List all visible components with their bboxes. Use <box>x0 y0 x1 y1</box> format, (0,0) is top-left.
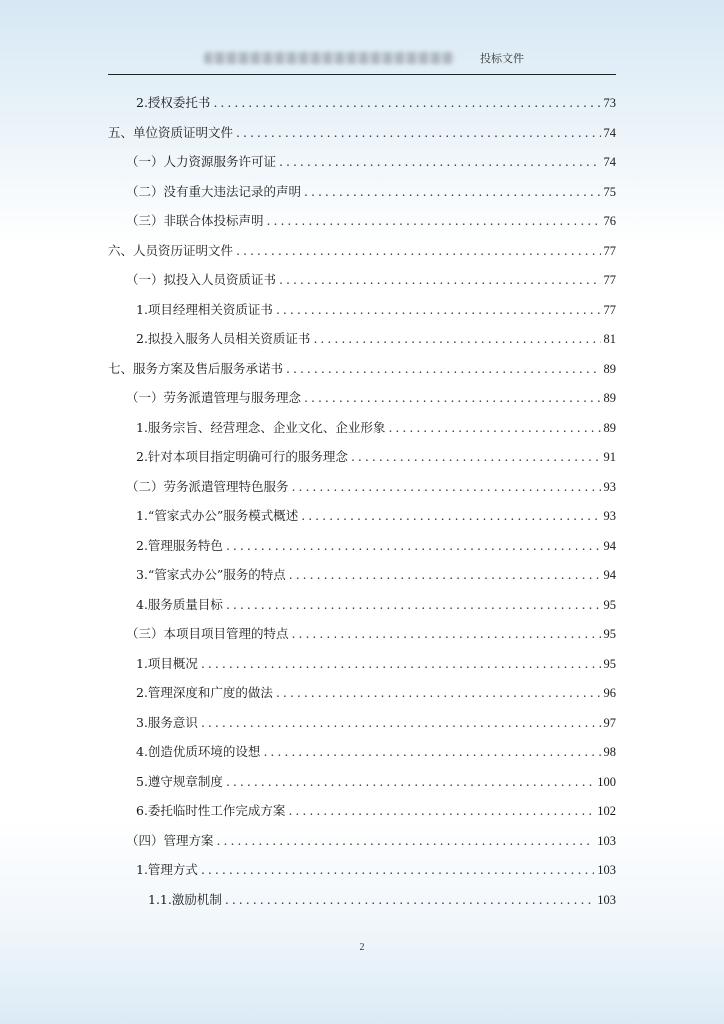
toc-entry-label: 1.“管家式办公”服务模式概述 <box>136 508 299 523</box>
toc-entry-label: 2.管理深度和广度的做法 <box>136 685 273 700</box>
toc-entry-label: 2.授权委托书 <box>136 95 211 110</box>
toc-entry[interactable] <box>108 118 616 148</box>
toc-entry[interactable] <box>108 737 616 767</box>
toc-leader-dots <box>276 295 601 325</box>
toc-entry[interactable] <box>108 767 616 797</box>
toc-entry-page: 73 <box>603 96 616 110</box>
toc-entry-page: 81 <box>603 332 616 346</box>
toc-entry-page: 96 <box>603 686 616 700</box>
toc-leader-dots <box>201 855 594 885</box>
toc-leader-dots <box>201 649 601 679</box>
toc-entry-page: 103 <box>597 892 616 907</box>
toc-entry[interactable] <box>108 206 616 236</box>
toc-entry-page: 95 <box>603 656 616 671</box>
toc-entry-page: 97 <box>603 715 616 730</box>
toc-entry-label: （一）人力资源服务许可证 <box>126 154 277 169</box>
toc-leader-dots <box>226 590 601 620</box>
toc-entry-label: 4.创造优质环境的设想 <box>136 744 261 759</box>
toc-entry-label: 1.1.激励机制 <box>148 891 222 907</box>
toc-entry-label: 5.遵守规章制度 <box>136 773 223 789</box>
toc-leader-dots <box>288 796 594 826</box>
toc-entry-label: 1.项目经理相关资质证书 <box>136 301 273 317</box>
toc-entry-page: 76 <box>603 214 616 228</box>
toc-leader-dots <box>279 147 600 177</box>
toc-entry-label: 3.“管家式办公”服务的特点 <box>136 567 286 582</box>
toc-entry-page: 74 <box>603 155 616 169</box>
toc-entry[interactable] <box>108 855 616 885</box>
toc-entry-label: 1.管理方式 <box>136 862 198 877</box>
toc-entry[interactable] <box>108 472 616 502</box>
toc-entry-page: 93 <box>603 509 616 523</box>
toc-entry-page: 100 <box>597 774 616 789</box>
toc-leader-dots <box>217 826 595 856</box>
toc-entry[interactable] <box>108 442 616 472</box>
toc-entry-label: （一）拟投入人员资质证书 <box>126 272 277 287</box>
toc-entry[interactable] <box>108 354 616 384</box>
toc-entry-page: 77 <box>603 273 616 287</box>
toc-entry-page: 94 <box>603 568 616 582</box>
toc-entry[interactable] <box>108 413 616 443</box>
toc-entry[interactable] <box>108 265 616 295</box>
toc-entry-label: （一）劳务派遣管理与服务理念 <box>126 390 302 405</box>
toc-leader-dots <box>313 324 600 354</box>
toc-entry[interactable] <box>108 649 616 679</box>
toc-entry[interactable] <box>108 531 616 561</box>
header-title: 投标文件 <box>480 53 524 65</box>
toc-leader-dots <box>292 619 601 649</box>
toc-entry-label: （二）劳务派遣管理特色服务 <box>126 478 289 494</box>
toc-leader-dots <box>301 501 600 531</box>
toc-leader-dots <box>213 88 600 118</box>
toc-leader-dots <box>388 413 600 443</box>
toc-entry-label: 1.项目概况 <box>136 655 198 671</box>
toc-leader-dots <box>292 472 601 502</box>
page-number: 2 <box>359 942 365 953</box>
toc-leader-dots <box>267 206 601 236</box>
toc-entry-page: 103 <box>597 833 616 848</box>
toc-entry-page: 74 <box>603 125 616 140</box>
toc-entry-label: 1.服务宗旨、经营理念、企业文化、企业形象 <box>136 419 386 435</box>
toc-entry-page: 102 <box>597 804 616 818</box>
toc-leader-dots <box>201 708 601 738</box>
toc-entry[interactable] <box>108 678 616 708</box>
toc-entry-label: （二）没有重大违法记录的声明 <box>126 183 302 199</box>
toc-entry-label: 五、单位资质证明文件 <box>108 124 234 140</box>
toc-entry-label: （三）本项目项目管理的特点 <box>126 626 289 641</box>
toc-entry[interactable] <box>108 826 616 856</box>
toc-entry[interactable] <box>108 590 616 620</box>
toc-entry-page: 77 <box>603 302 616 317</box>
toc-entry-label: 2.拟投入服务人员相关资质证书 <box>136 331 311 346</box>
toc-leader-dots <box>304 383 600 413</box>
toc-leader-dots <box>236 118 600 148</box>
toc-entry-page: 98 <box>603 745 616 759</box>
toc-entry[interactable] <box>108 147 616 177</box>
redacted-project-name <box>204 52 454 64</box>
toc-entry[interactable] <box>108 560 616 590</box>
header-divider <box>108 74 616 75</box>
toc-entry-page: 89 <box>603 420 616 435</box>
toc-entry-label: 六、人员资历证明文件 <box>108 242 234 258</box>
toc-entry-label: （四）管理方案 <box>126 832 214 848</box>
toc-leader-dots <box>286 354 600 384</box>
toc-entry[interactable] <box>108 324 616 354</box>
toc-entry-page: 89 <box>603 361 616 376</box>
toc-leader-dots <box>289 560 601 590</box>
toc-entry-label: 2.针对本项目指定明确可行的服务理念 <box>136 449 348 464</box>
toc-entry[interactable] <box>108 177 616 207</box>
toc-entry-page: 95 <box>603 597 616 612</box>
toc-leader-dots <box>236 236 600 266</box>
toc-leader-dots <box>276 678 601 708</box>
toc-entry-label: 3.服务意识 <box>136 714 198 730</box>
toc-leader-dots <box>226 531 601 561</box>
toc-entry-page: 93 <box>603 479 616 494</box>
toc-entry-page: 91 <box>603 450 616 464</box>
toc-entry-label: 七、服务方案及售后服务承诺书 <box>108 360 284 376</box>
toc-entry-page: 103 <box>597 863 616 877</box>
page-header <box>108 48 616 70</box>
toc-entry[interactable] <box>108 88 616 118</box>
toc-entry[interactable] <box>108 708 616 738</box>
toc-entry[interactable] <box>108 383 616 413</box>
toc-entry-label: 6.委托临时性工作完成方案 <box>136 803 286 818</box>
toc-leader-dots <box>279 265 600 295</box>
toc-entry[interactable] <box>108 619 616 649</box>
toc-entry[interactable] <box>108 295 616 325</box>
toc-entry-page: 94 <box>603 538 616 553</box>
toc-entry-label: 2.管理服务特色 <box>136 537 223 553</box>
toc-leader-dots <box>226 767 594 797</box>
toc-leader-dots <box>225 885 594 915</box>
table-of-contents <box>108 88 616 914</box>
toc-leader-dots <box>263 737 600 767</box>
toc-entry[interactable] <box>108 796 616 826</box>
toc-entry[interactable] <box>108 501 616 531</box>
toc-entry-page: 77 <box>603 243 616 258</box>
toc-entry-page: 89 <box>603 391 616 405</box>
toc-entry-label: 4.服务质量目标 <box>136 596 223 612</box>
toc-leader-dots <box>304 177 600 207</box>
toc-entry[interactable] <box>108 236 616 266</box>
toc-entry[interactable] <box>108 885 616 915</box>
toc-entry-label: （三）非联合体投标声明 <box>126 213 264 228</box>
toc-leader-dots <box>351 442 601 472</box>
toc-entry-page: 75 <box>603 184 616 199</box>
toc-entry-page: 95 <box>603 627 616 641</box>
